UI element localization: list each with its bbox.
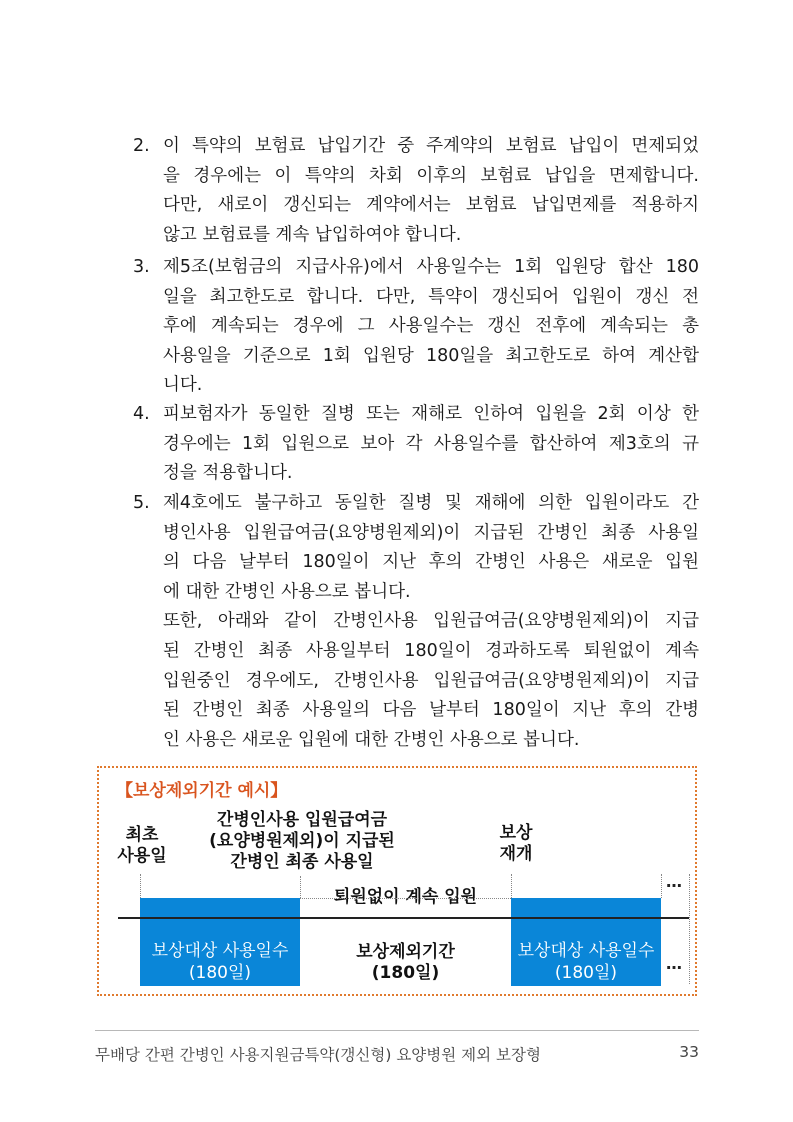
footer-title: 무배당 간편 간병인 사용지원금특약(갱신형) 요양병원 제외 보장형 bbox=[95, 1046, 541, 1064]
clause-line: 된 간병인 최종 사용일의 다음 날부터 180일이 지난 후의 간병 bbox=[163, 700, 699, 721]
excluded-period-label: 보상제외기간 (180일) bbox=[356, 942, 455, 983]
clause-line: 일을 최고한도로 합니다. 다만, 특약이 갱신되어 입원이 갱신 전 bbox=[163, 286, 699, 307]
ellipsis: … bbox=[666, 872, 683, 891]
footer-divider bbox=[95, 1030, 699, 1031]
resume-marker bbox=[511, 874, 512, 898]
end-marker bbox=[661, 874, 662, 898]
clause-2 bbox=[133, 132, 699, 250]
clause-line: 에 대한 간병인 사용으로 봅니다. bbox=[163, 581, 411, 602]
example-title: 【보상제외기간 예시】 bbox=[116, 781, 288, 801]
clause-line: 된 간병인 최종 사용일부터 180일이 경과하도록 퇴원없이 계속 bbox=[163, 640, 699, 661]
last-use-label: 간병인사용 입원급여금 (요양병원제외)이 지급된 간병인 최종 사용일 bbox=[209, 810, 395, 872]
clause-3 bbox=[133, 253, 699, 401]
clause-line: 또한, 아래와 같이 간병인사용 입원급여금(요양병원제외)이 지급 bbox=[163, 611, 699, 632]
covered-period-1: 보상대상 사용일수 (180일) bbox=[140, 898, 300, 986]
clause-line: 제5조(보험금의 지급사유)에서 사용일수는 1회 입원당 합산 180 bbox=[163, 257, 699, 277]
clause-line: 제4호에도 불구하고 동일한 질병 및 재해에 의한 입원이라도 간 bbox=[163, 493, 699, 513]
clause-number: 3. bbox=[133, 257, 150, 277]
clause-number: 5. bbox=[133, 493, 150, 513]
clause-line: 입원중인 경우에도, 간병인사용 입원급여금(요양병원제외)이 지급 bbox=[163, 670, 699, 691]
page-number: 33 bbox=[679, 1043, 699, 1061]
clause-line: 니다. bbox=[163, 375, 203, 396]
resume-label: 보상 재개 bbox=[499, 823, 533, 864]
clause-line: 경우에는 1회 입원으로 보아 각 사용일수를 합산하여 제3호의 규 bbox=[163, 433, 699, 454]
clause-line: 다만, 새로이 갱신되는 계약에서는 보험료 납입면제를 적용하지 bbox=[163, 195, 699, 216]
clause-4 bbox=[133, 400, 699, 489]
clause-line: 피보험자가 동일한 질병 또는 재해로 인하여 입원을 2회 이상 한 bbox=[163, 404, 699, 424]
ellipsis: … bbox=[666, 954, 683, 973]
clause-number: 4. bbox=[133, 404, 150, 424]
clause-line: 을 경우에는 이 특약의 차회 이후의 보험료 납입을 면제합니다. bbox=[163, 165, 699, 186]
timeline-axis bbox=[118, 917, 689, 919]
clause-line: 병인사용 입원급여금(요양병원제외)이 지급된 간병인 최종 사용일 bbox=[163, 522, 699, 543]
covered-period-2: 보상대상 사용일수 (180일) bbox=[511, 898, 661, 986]
clause-line: 이 특약의 보험료 납입기간 중 주계약의 보험료 납입이 면제되었 bbox=[163, 136, 699, 156]
end-marker bbox=[689, 874, 690, 984]
continuous-stay-label: 퇴원없이 계속 입원 bbox=[333, 887, 478, 907]
excluded-period-bracket bbox=[300, 898, 511, 899]
clause-line: 정을 적용합니다. bbox=[163, 463, 293, 484]
clause-line: 인 사용은 새로운 입원에 대한 간병인 사용으로 봅니다. bbox=[163, 729, 580, 750]
clause-line: 사용일을 기준으로 1회 입원당 180일을 최고한도로 하여 계산합 bbox=[163, 345, 699, 366]
first-use-label: 최초 사용일 bbox=[117, 825, 167, 866]
first-use-marker bbox=[140, 874, 141, 898]
clause-line: 후에 계속되는 경우에 그 사용일수는 갱신 전후에 계속되는 총 bbox=[163, 316, 699, 337]
clause-line: 않고 보험료를 계속 납입하여야 합니다. bbox=[163, 224, 462, 245]
clause-5 bbox=[133, 489, 699, 755]
clause-number: 2. bbox=[133, 136, 150, 156]
clause-line: 의 다음 날부터 180일이 지난 후의 간병인 사용은 새로운 입원 bbox=[163, 552, 699, 573]
